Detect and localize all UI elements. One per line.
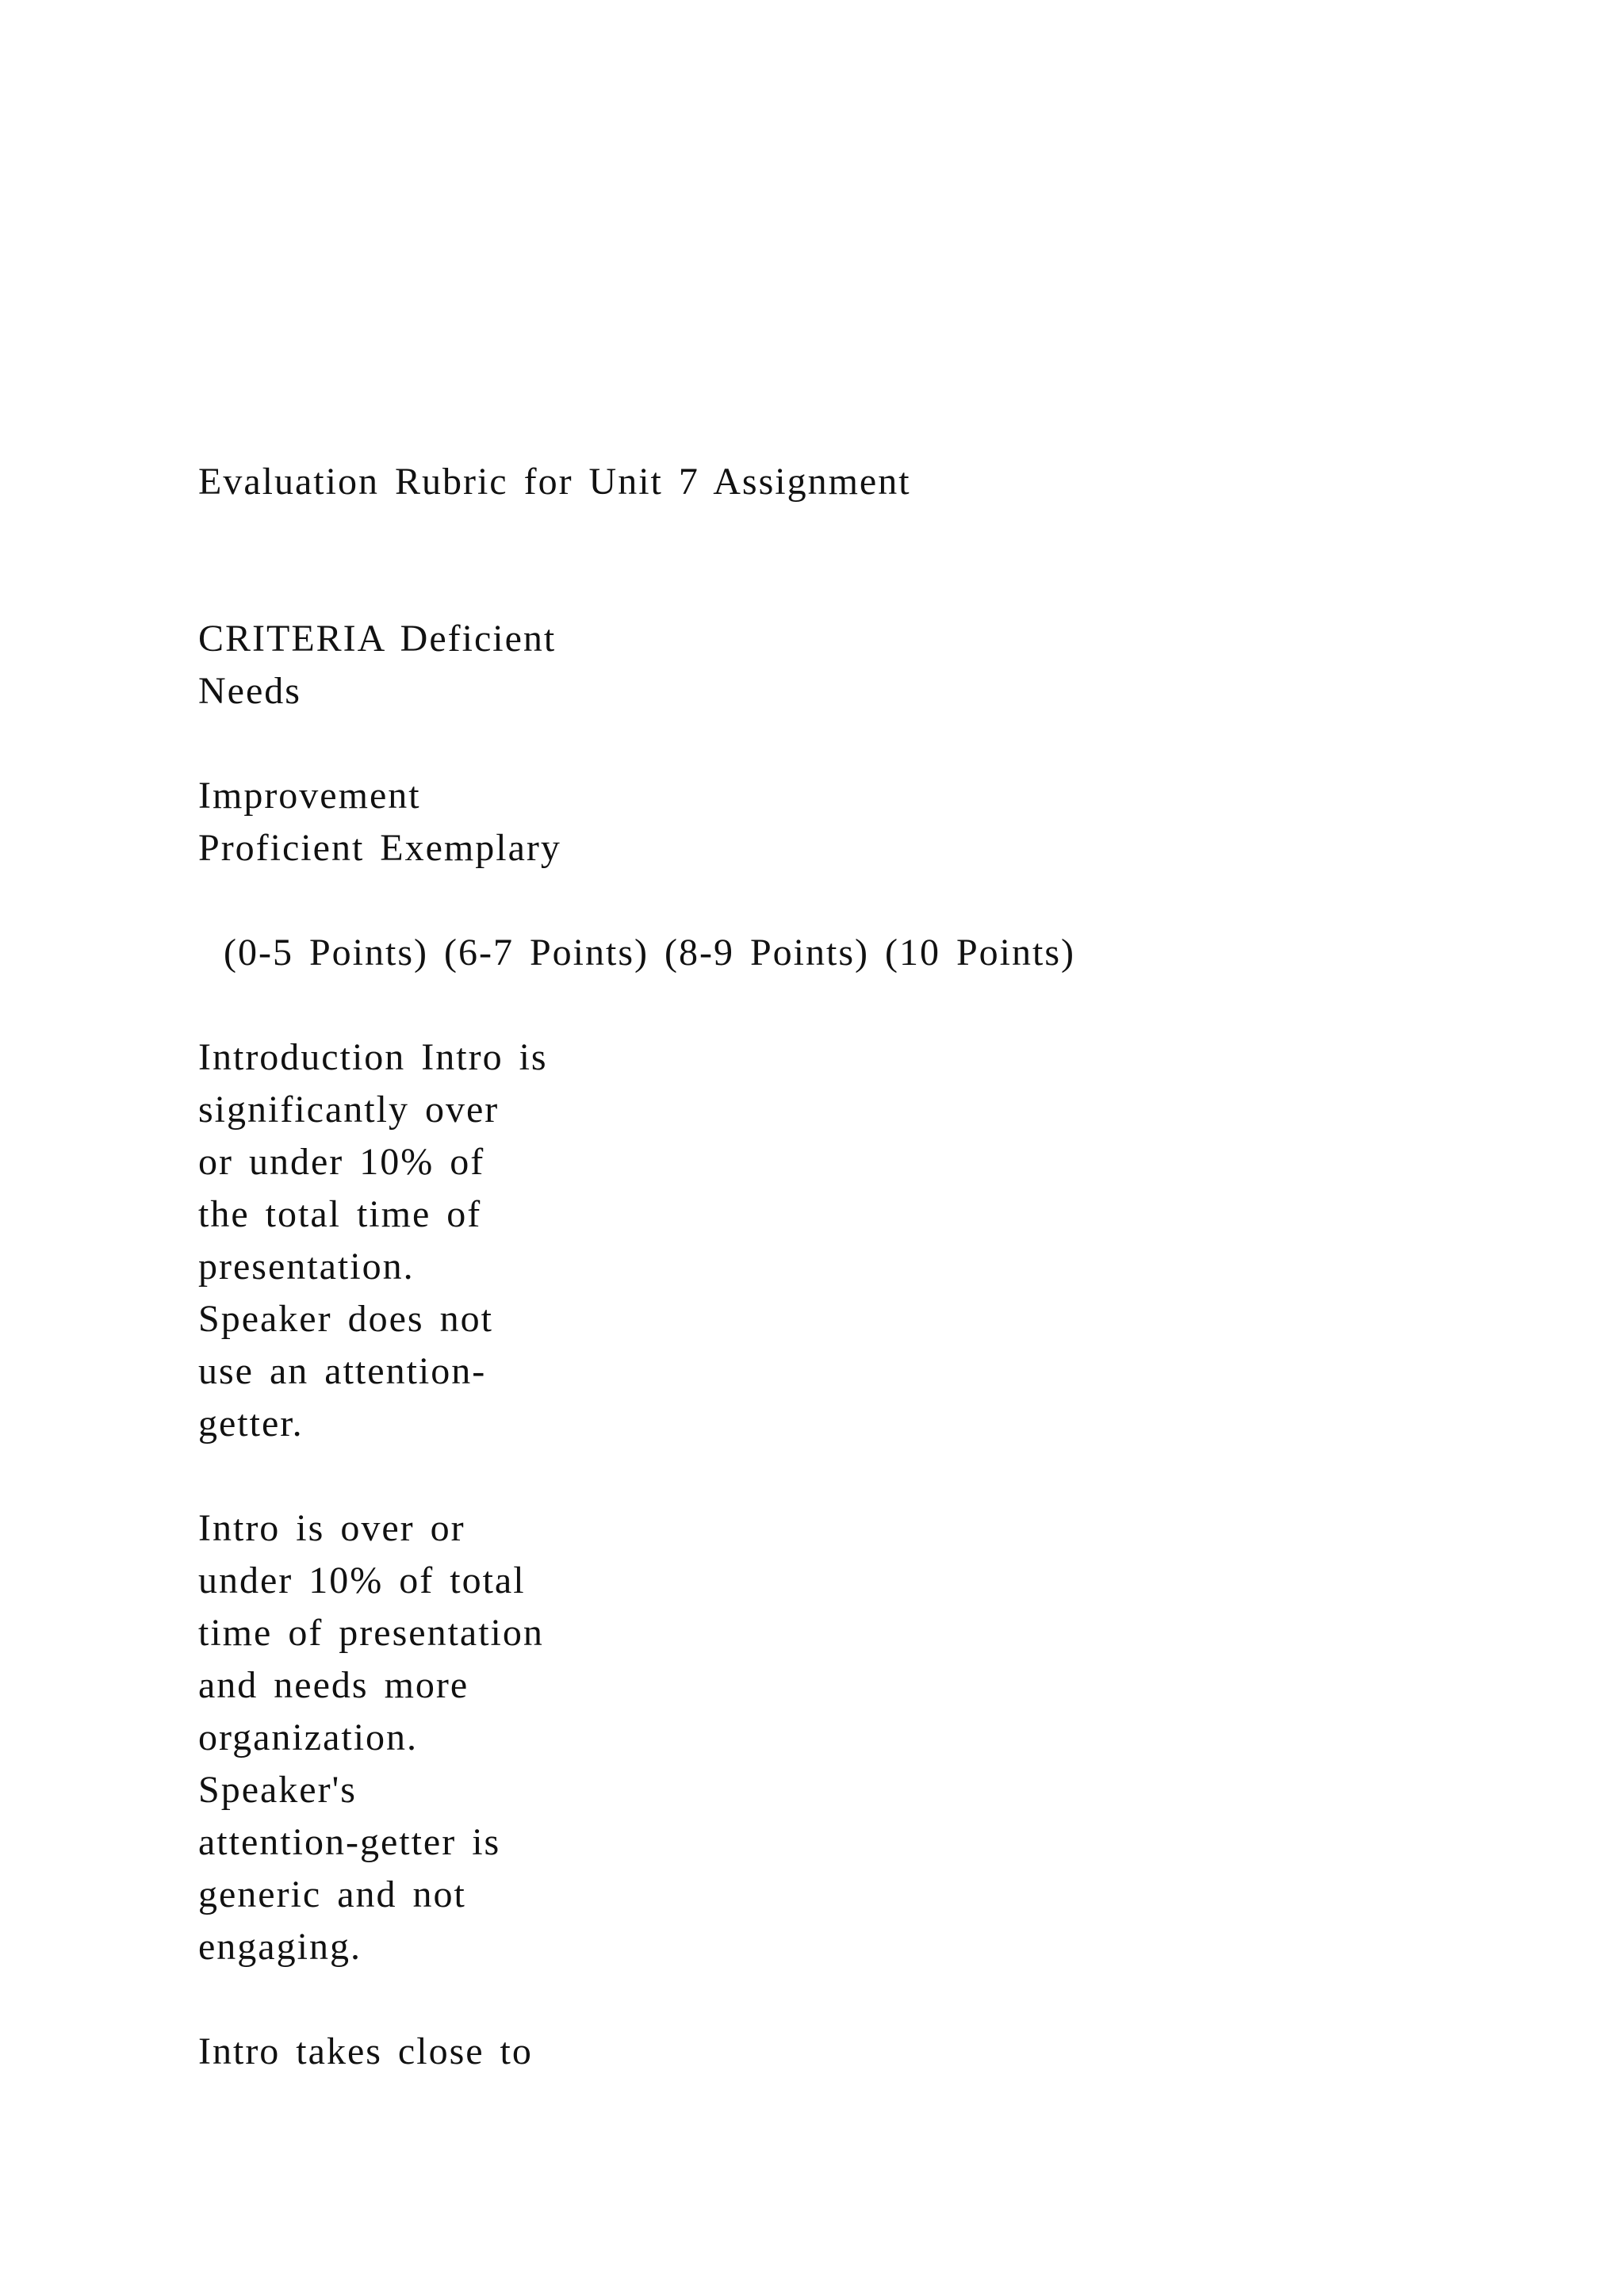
- intro-needs-improvement-line: organization.: [198, 1716, 419, 1758]
- intro-deficient-line: getter.: [198, 1402, 304, 1445]
- intro-needs-improvement-line: Speaker's: [198, 1769, 357, 1811]
- intro-needs-improvement-line: Intro is over or: [198, 1507, 465, 1549]
- intro-deficient-line: significantly over: [198, 1089, 500, 1131]
- intro-needs-improvement-line: and needs more: [198, 1664, 469, 1706]
- intro-needs-improvement-line: generic and not: [198, 1873, 466, 1915]
- intro-deficient-line: the total time of: [198, 1193, 482, 1235]
- intro-proficient-line: Intro takes close to: [198, 2030, 533, 2072]
- header-points: (0-5 Points) (6-7 Points) (8-9 Points) (10 Points): [224, 932, 1076, 974]
- header-criteria-deficient: CRITERIA Deficient: [198, 618, 557, 660]
- intro-needs-improvement-line: under 10% of total: [198, 1559, 526, 1601]
- header-improvement: Improvement: [198, 775, 421, 817]
- intro-deficient-line: presentation.: [198, 1246, 415, 1288]
- document-title: Evaluation Rubric for Unit 7 Assignment: [198, 461, 911, 503]
- intro-needs-improvement-line: attention-getter is: [198, 1821, 501, 1863]
- intro-needs-improvement-line: time of presentation: [198, 1612, 544, 1654]
- header-proficient-exemplary: Proficient Exemplary: [198, 827, 561, 869]
- header-needs: Needs: [198, 670, 301, 712]
- intro-needs-improvement-line: engaging.: [198, 1926, 362, 1968]
- intro-deficient-line: or under 10% of: [198, 1141, 485, 1183]
- intro-deficient-line: use an attention-: [198, 1350, 487, 1392]
- intro-deficient-line: Introduction Intro is: [198, 1036, 548, 1078]
- intro-deficient-line: Speaker does not: [198, 1298, 493, 1340]
